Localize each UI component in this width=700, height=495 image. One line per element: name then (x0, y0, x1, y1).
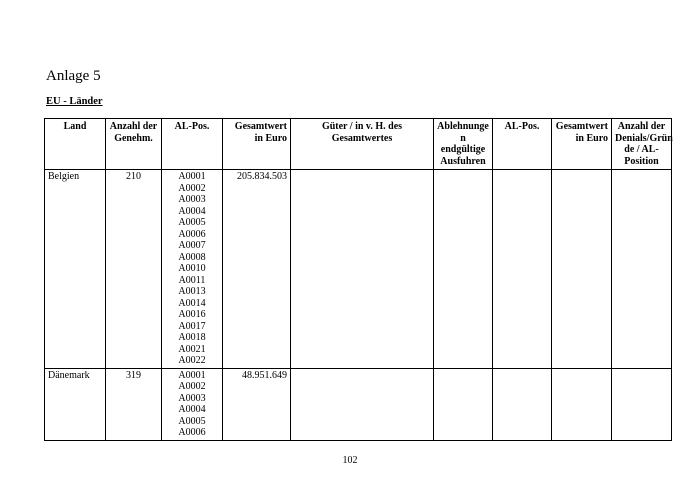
al-code-list (165, 171, 219, 367)
column-header-alpos-2: AL-Pos. (493, 119, 552, 170)
al-code: A0017 (178, 320, 206, 332)
al-code: A0005 (178, 415, 206, 427)
table-row (45, 368, 672, 440)
cell-anzahl: 210 (106, 170, 162, 369)
al-code: A0006 (178, 427, 206, 438)
al-code: A0002 (178, 182, 206, 194)
section-subtitle: EU - Länder (46, 96, 103, 107)
al-code: A0022 (178, 355, 206, 366)
al-code: A0005 (178, 217, 206, 228)
column-header-gesamtwert-2: Gesamtwert in Euro (552, 119, 612, 170)
column-header-denials: Anzahl der Denials/Grün de / AL-Position (612, 119, 672, 170)
al-code: A0014 (178, 297, 206, 309)
al-code: A0001 (178, 369, 206, 381)
column-header-gueter: Güter / in v. H. des Gesamtwertes (291, 119, 434, 170)
column-header-ablehnungen: Ablehnunge n endgültige Ausfuhren (434, 119, 493, 170)
al-code: A0002 (178, 381, 206, 392)
cell-gesamtwert-2 (552, 170, 612, 369)
cell-alpos (162, 170, 223, 369)
al-code: A0008 (178, 251, 206, 263)
cell-gesamtwert: 48.951.649 (223, 368, 291, 440)
al-code: A0011 (178, 274, 206, 286)
cell-gesamtwert-2 (552, 368, 612, 440)
cell-land: Belgien (45, 170, 106, 369)
table-body (45, 170, 672, 441)
al-code: A0010 (178, 263, 206, 274)
cell-alpos (162, 368, 223, 440)
al-code: A0016 (178, 309, 206, 320)
column-header-anzahl: Anzahl der Genehm. (106, 119, 162, 170)
al-code: A0018 (178, 332, 206, 343)
cell-ablehnungen (434, 368, 493, 440)
cell-denials (612, 170, 672, 369)
cell-anzahl: 319 (106, 368, 162, 440)
al-code: A0001 (178, 171, 206, 182)
al-code: A0013 (178, 286, 206, 297)
cell-alpos-2 (493, 170, 552, 369)
al-code-list (165, 370, 219, 439)
al-code: A0006 (178, 228, 206, 240)
column-header-gesamtwert: Gesamtwert in Euro (223, 119, 291, 170)
cell-gueter (291, 170, 434, 369)
al-code: A0004 (178, 205, 206, 217)
page-heading: Anlage 5 (46, 68, 101, 84)
column-header-land: Land (45, 119, 106, 170)
table-row (45, 170, 672, 369)
al-code: A0007 (178, 240, 206, 251)
column-header-alpos: AL-Pos. (162, 119, 223, 170)
cell-alpos-2 (493, 368, 552, 440)
page-number: 102 (342, 455, 358, 466)
al-code: A0004 (178, 404, 206, 415)
al-code: A0021 (178, 343, 206, 355)
cell-ablehnungen (434, 170, 493, 369)
export-table (44, 118, 672, 441)
cell-land: Dänemark (45, 368, 106, 440)
cell-denials (612, 368, 672, 440)
cell-gueter (291, 368, 434, 440)
table-header-row (45, 119, 672, 170)
al-code: A0003 (178, 392, 206, 404)
al-code: A0003 (178, 194, 206, 205)
cell-gesamtwert: 205.834.503 (223, 170, 291, 369)
